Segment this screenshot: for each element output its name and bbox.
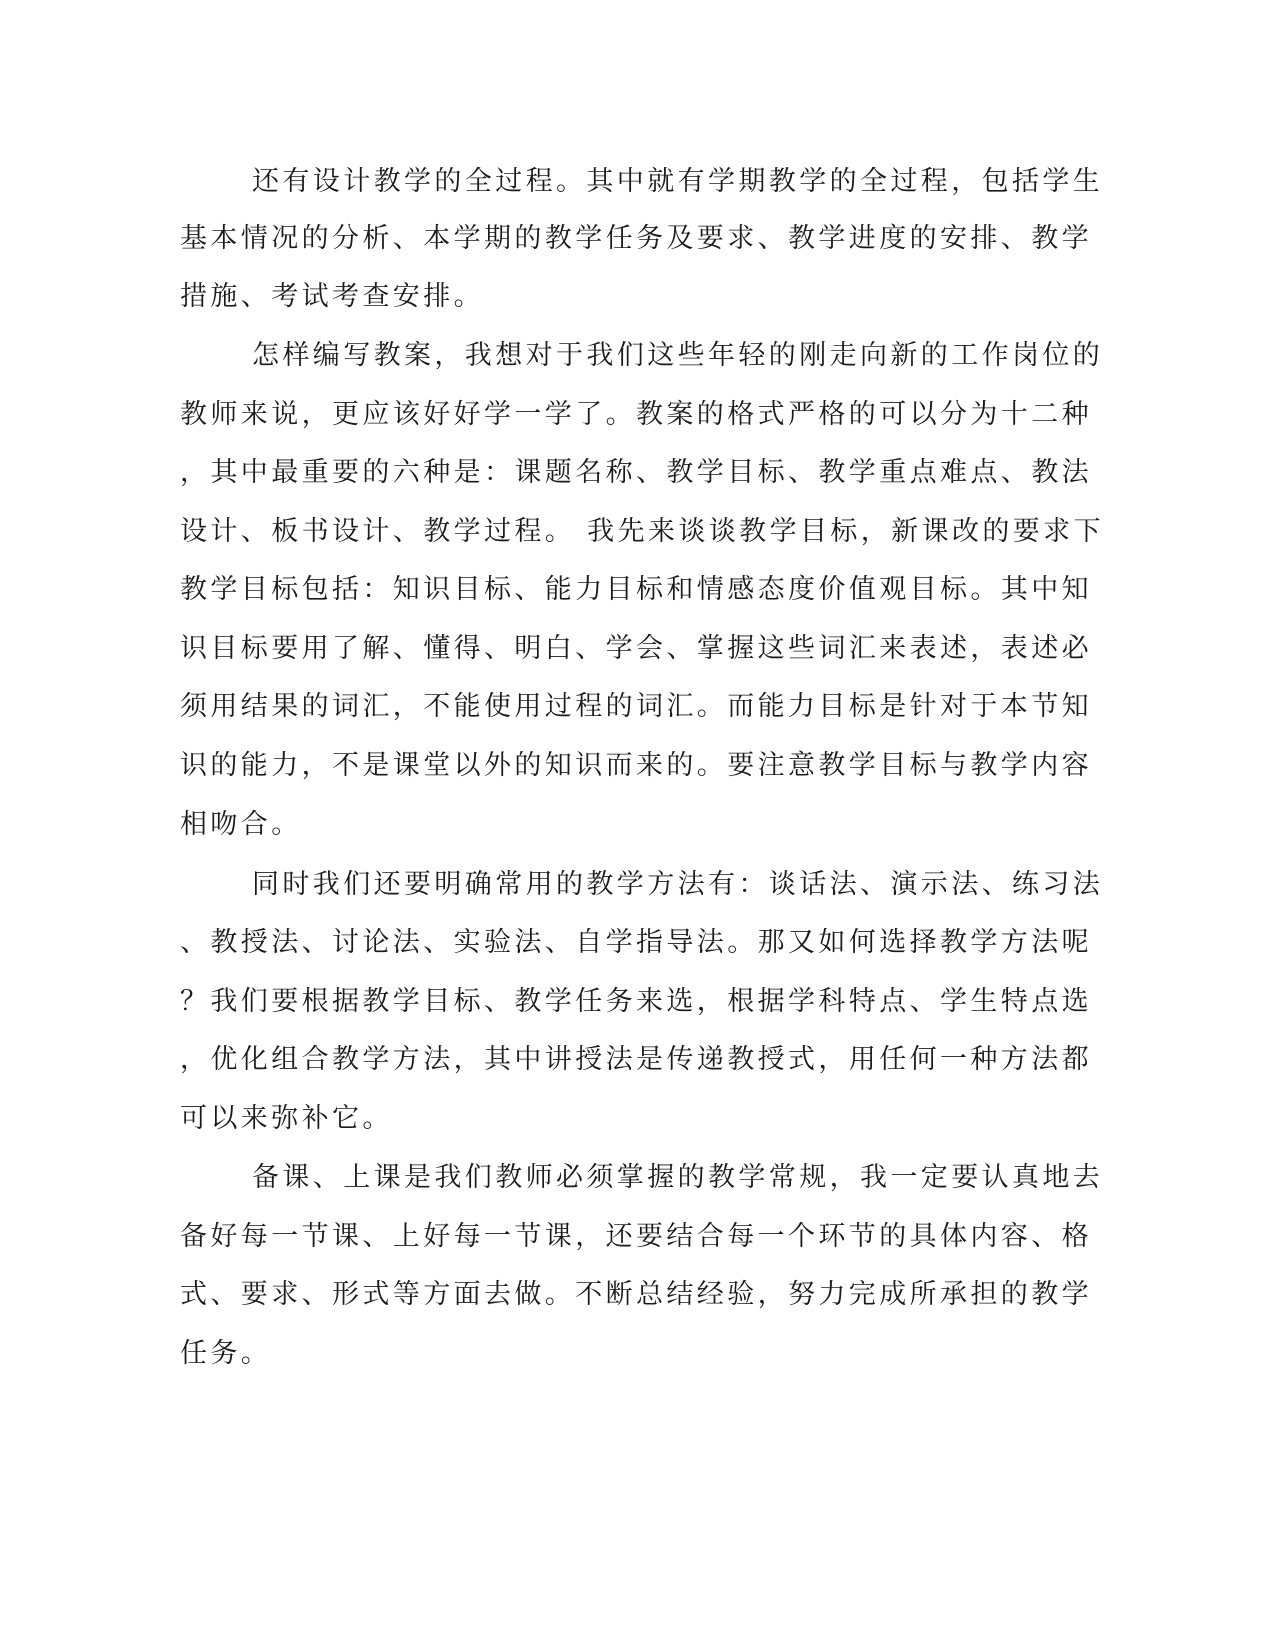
paragraph-3-line-2: 、教授法、讨论法、实验法、自学指导法。那又如何选择教学方法呢 [180,927,1092,958]
paragraph-1-line-1: 还有设计教学的全过程。其中就有学期教学的全过程，包括学生 [252,166,1104,197]
paragraph-1-line-2: 基本情况的分析、本学期的教学任务及要求、教学进度的安排、教学 [180,223,1092,254]
paragraph-2-line-2: 教师来说，更应该好好学一学了。教案的格式严格的可以分为十二种 [180,399,1092,430]
paragraph-2-line-5: 教学目标包括：知识目标、能力目标和情感态度价值观目标。其中知 [180,574,1092,605]
paragraph-2-line-3: ，其中最重要的六种是：课题名称、教学目标、教学重点难点、教法 [180,457,1092,488]
paragraph-4-line-2: 备好每一节课、上好每一节课，还要结合每一个环节的具体内容、格 [180,1221,1092,1252]
paragraph-3-line-5: 可以来弥补它。 [180,1103,393,1134]
paragraph-1-line-3: 措施、考试考查安排。 [180,281,484,312]
paragraph-3-line-1: 同时我们还要明确常用的教学方法有：谈话法、演示法、练习法 [252,869,1104,900]
paragraph-4-line-3: 式、要求、形式等方面去做。不断总结经验，努力完成所承担的教学 [180,1279,1092,1310]
paragraph-4-line-4: 任务。 [180,1338,272,1369]
paragraph-4-line-1: 备课、上课是我们教师必须掌握的教学常规，我一定要认真地去 [252,1162,1104,1193]
paragraph-2-line-6: 识目标要用了解、懂得、明白、学会、掌握这些词汇来表述，表述必 [180,633,1092,664]
paragraph-2-line-7: 须用结果的词汇，不能使用过程的词汇。而能力目标是针对于本节知 [180,691,1092,722]
paragraph-3-line-3: ？我们要根据教学目标、教学任务来选，根据学科特点、学生特点选 [180,986,1092,1017]
paragraph-2-line-8: 识的能力，不是课堂以外的知识而来的。要注意教学目标与教学内容 [180,750,1092,781]
paragraph-2-line-4: 设计、板书设计、教学过程。 我先来谈谈教学目标，新课改的要求下 [180,516,1104,547]
paragraph-2-line-9: 相吻合。 [180,809,302,840]
paragraph-3-line-4: ，优化组合教学方法，其中讲授法是传递教授式，用任何一种方法都 [180,1044,1092,1075]
paragraph-2-line-1: 怎样编写教案，我想对于我们这些年轻的刚走向新的工作岗位的 [252,340,1104,371]
